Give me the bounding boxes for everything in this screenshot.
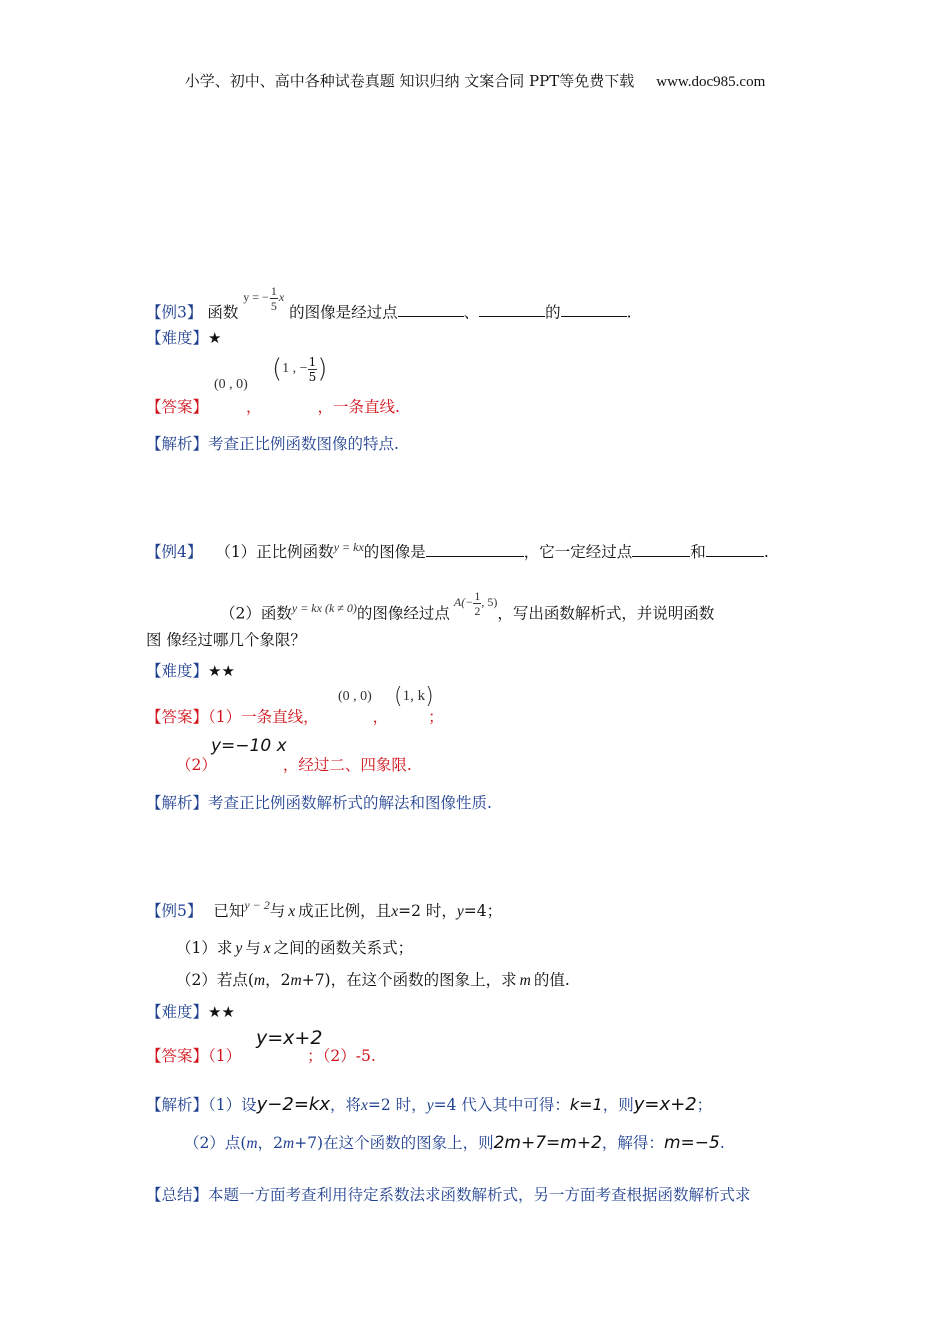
ex4-ans2-text: ，经过二、四象限. [282, 756, 412, 774]
ex4-ans1-point1: (0 , 0) [338, 689, 372, 704]
ex5-difficulty [146, 1002, 235, 1022]
ex5-analysis-label: 【解析】 [146, 1096, 209, 1114]
ex3-blank-3[interactable] [561, 302, 627, 317]
ex4-part2-point: A(− 1 2 , 5) [453, 589, 498, 618]
ex4-analysis-label: 【解析】 [146, 794, 209, 812]
ex4-blank-1[interactable] [426, 542, 524, 557]
ex4-part2-line2: 图 像经过哪几个象限？ [146, 631, 306, 649]
ex5-prefix: 已知 [213, 902, 245, 920]
ex3-sep: 、 [463, 303, 480, 322]
ex5-label: 【例5】 [146, 902, 203, 920]
ex5-question: 【例5】 已知$^{y - 2}$与 x 成正比例，且x=2 时，y=4； [146, 898, 503, 920]
ex5-answer: 【答案】（1） ；（2）-5. [146, 1047, 376, 1065]
ex5-summary-label: 【总结】 [146, 1186, 209, 1204]
ex4-part1-formula: y = kx [333, 540, 364, 554]
ex5-summary-text: 本题一方面考查利用待定系数法求函数解析式，另一方面考查根据函数解析式求 [208, 1186, 751, 1204]
ex4-blank-2[interactable] [632, 542, 690, 557]
ex5-q2: （2）若点(m，2m+7)，在这个函数的图象上，求 m 的值. [176, 971, 570, 989]
ex3-analysis-label: 【解析】 [146, 435, 209, 453]
ex4-ans1-comma: ， [372, 708, 389, 726]
ex4-ans1-point2: (1, k) [394, 684, 434, 709]
ex5-summary [146, 1185, 751, 1205]
ex4-ans1-semicolon: ； [428, 708, 444, 726]
ex4-label: 【例4】 [146, 543, 203, 561]
ex5-formula: y − 2 [244, 898, 270, 912]
ex4-part2-prefix: （2）函数 [220, 604, 292, 623]
ex4-part2 [220, 589, 715, 630]
ex4-part2-a: 的图像经过点 [356, 604, 450, 623]
ex4-ans1-text: （1）一条直线， [208, 708, 319, 726]
ex4-blank-3[interactable] [706, 542, 764, 557]
ex5-analysis-2: （2）点(m，2m+7)在这个函数的图象上，则2m+7=m+2，解得：m=−5. [184, 1133, 725, 1153]
ex4-part2-b: ，写出函数解析式，并说明函数 [497, 604, 715, 623]
ex4-ans2-formula: y=−10 x [211, 736, 287, 756]
ex3-ans-comma1: ， [246, 398, 262, 416]
ex4-analysis [146, 793, 492, 813]
ex4-answer [146, 707, 444, 727]
ex3-blank-1[interactable] [398, 302, 464, 317]
ex3-answer-label: 【答案】 [146, 398, 209, 416]
ex3-suffix-b: 的 [545, 303, 561, 322]
ex5-analysis-1: 【解析】（1）设y−2=kx，将x=2 时，y=4 代入其中可得：k=1，则y=x+2； [146, 1094, 713, 1115]
ex3-analysis [146, 434, 399, 454]
ex3-difficulty-stars: ★ [208, 329, 222, 347]
ex3-blank-2[interactable] [479, 302, 545, 317]
ex4-part1 [146, 542, 769, 563]
ex4-answer-label: 【答案】 [146, 708, 209, 726]
ex3-ans-text: ，一条直线. [317, 398, 400, 416]
ex3-formula: y = − 1 5 x [243, 284, 285, 313]
ex4-difficulty [146, 661, 235, 681]
ex5-difficulty-stars: ★★ [208, 1003, 235, 1021]
ex3-answer [146, 397, 400, 417]
ex3-prefix: 函数 [207, 303, 239, 322]
ex3-ans-point2: (1 , − $\frac{1}{5}$ ) [272, 354, 328, 384]
ex3-analysis-text: 考查正比例函数图像的特点. [208, 435, 399, 453]
ex4-answer2 [176, 755, 412, 775]
ex4-part1-b: ，它一定经过点 [523, 543, 633, 561]
header-text: 小学、初中、高中各种试卷真题 知识归纳 文案合同 PPT等免费下载 [184, 72, 635, 90]
ex4-part1-prefix: （1）正比例函数 [215, 543, 334, 561]
ex4-part1-c: 和 [690, 543, 706, 561]
ex4-part1-end: . [763, 543, 769, 561]
ex3-difficulty-label: 【难度】 [146, 329, 209, 347]
ex4-analysis-text: 考查正比例函数解析式的解法和图像性质. [208, 794, 492, 812]
ex4-difficulty-label: 【难度】 [146, 662, 209, 680]
ex5-q1: （1）求 y 与 x 之间的函数关系式； [176, 939, 414, 957]
ex3-difficulty [146, 328, 221, 348]
ex3-ans-point1: (0 , 0) [214, 377, 248, 392]
ex3-end: . [626, 303, 632, 322]
ex3-label: 【例3】 [146, 303, 203, 322]
ex4-difficulty-stars: ★★ [208, 662, 235, 680]
ex4-part2-formula: y = kx (k ≠ 0) [291, 601, 357, 616]
ex4-part1-a: 的图像是 [363, 543, 426, 561]
ex5-answer-label: 【答案】 [146, 1047, 209, 1065]
page-header [0, 70, 950, 91]
header-url[interactable]: www.doc985.com [656, 74, 766, 90]
ex3-suffix-a: 的图像是经过点 [289, 303, 398, 322]
ex5-ans-formula: y=x+2 [256, 1027, 323, 1049]
ex4-ans2-prefix: （2） [176, 756, 217, 774]
ex5-difficulty-label: 【难度】 [146, 1003, 209, 1021]
